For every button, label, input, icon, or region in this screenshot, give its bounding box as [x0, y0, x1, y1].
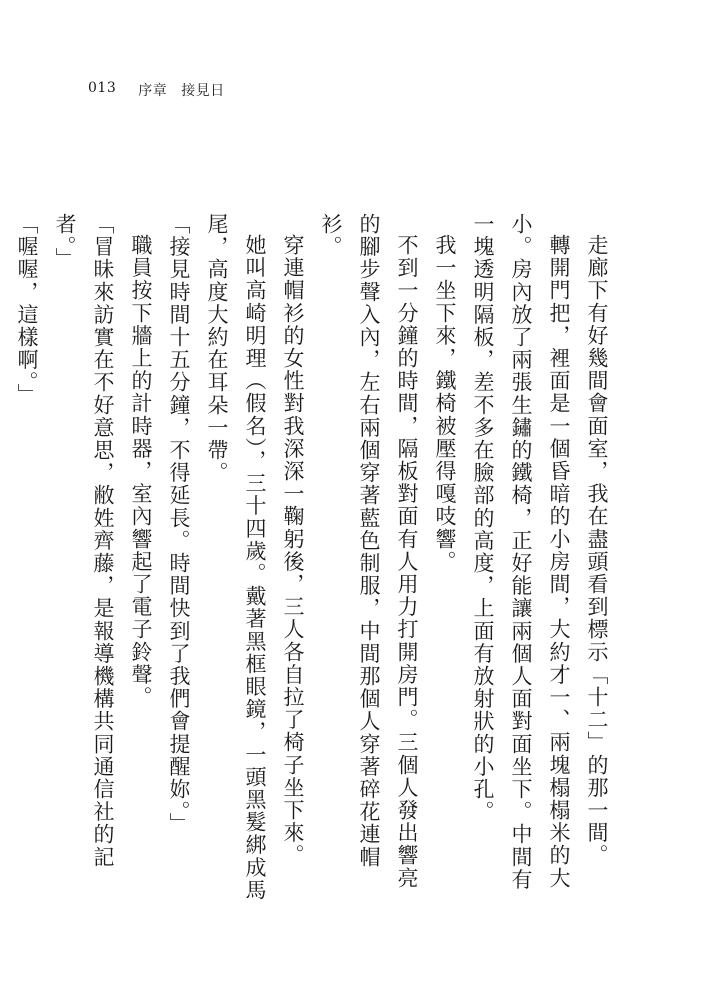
paragraph: 「喔喔，這樣啊。」	[15, 213, 39, 406]
paragraph	[0, 213, 8, 903]
chapter-heading	[138, 80, 225, 100]
paragraph: 我一坐下來，鐵椅被壓得嘎吱響。	[433, 234, 457, 573]
paragraph: 走廊下有好幾間會面室，我在盡頭看到標示「十二」的那一間。	[585, 234, 609, 867]
paragraph: 穿連帽衫的女性對我深深一鞠躬後，三人各自拉了椅子坐下來。	[281, 234, 305, 867]
paragraph: 轉開門把，裡面是一個昏暗的小房間，大約才一、兩塊榻榻米的大小。房內放了兩張生鏽的鐵椅，正好能讓兩個人面對面坐下。中間有一塊透明隔板，差不多在臉部的高度，上面有放射狀的小孔。	[471, 213, 571, 891]
chapter-title: 接見日	[181, 83, 225, 99]
paragraph: 不到一分鐘的時間，隔板對面有人用力打開房門。三個人發出響亮的腳步聲入內，左右兩個穿著藍色制服，中間那個人穿著碎花連帽衫。	[319, 213, 419, 890]
page-number: 013	[88, 80, 117, 96]
paragraph: 「接見時間十五分鐘，不得延長。時間快到了我們會提醒妳。」	[167, 213, 191, 836]
paragraph: 「冒昧來訪實在不好意思，敝姓齊藤，是報導機構共同通信社的記者。」	[53, 213, 115, 869]
paragraph: 職員按下牆上的計時器，室內響起了電子鈴聲。	[129, 234, 153, 709]
chapter-label: 序章	[138, 83, 168, 99]
vertical-body-text	[0, 213, 616, 903]
running-header	[88, 80, 225, 100]
paragraph: 她叫高崎明理（假名），三十四歲。戴著黑框眼鏡，一頭黑髮綁成馬尾，高度大約在耳朵一帶。	[205, 213, 267, 902]
